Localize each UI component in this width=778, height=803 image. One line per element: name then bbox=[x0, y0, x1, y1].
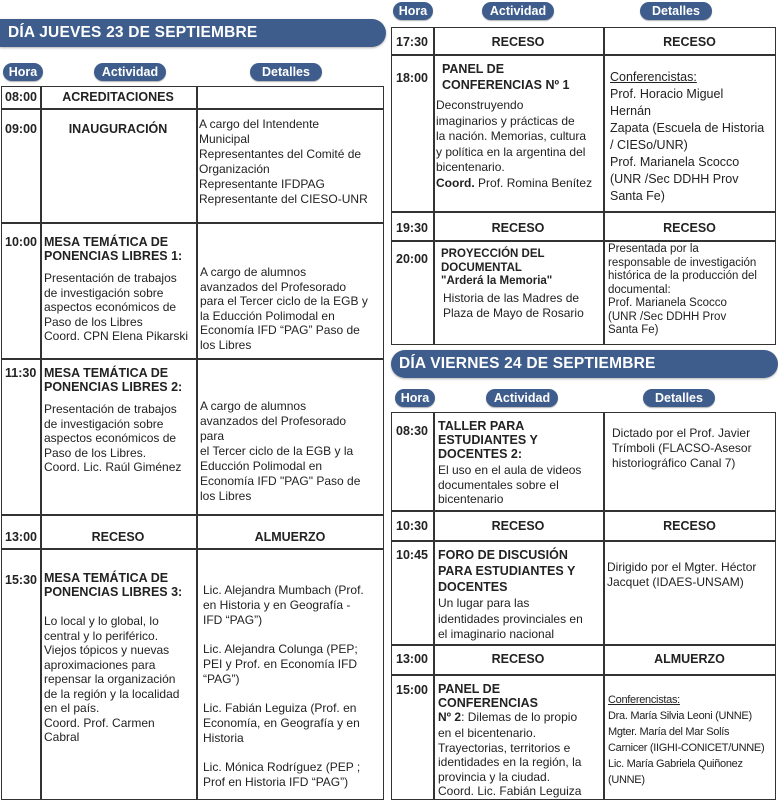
time-1300-friday: 13:00 bbox=[396, 652, 428, 666]
activity-receso-1300-friday: RECESO bbox=[491, 652, 545, 666]
activity-receso-1030: RECESO bbox=[491, 519, 545, 533]
details-inauguracion: A cargo del Intendente Municipal Representantes del Comité de Organización Representante IFDPAG Representante del CIESO-UNR bbox=[199, 117, 368, 206]
time-0800: 08:00 bbox=[5, 90, 37, 104]
activity-receso-1930: RECESO bbox=[491, 221, 545, 235]
time-1530: 15:30 bbox=[5, 573, 37, 587]
time-2000: 20:00 bbox=[396, 252, 428, 266]
details-almuerzo-1300: ALMUERZO bbox=[254, 530, 326, 544]
header-actividad: Actividad bbox=[94, 63, 166, 81]
details-proyeccion: Presentada por la responsable de investigación histórica de la producción del documental: Prof. Marianela Scocco (UNR /Sec DDHH Prov Santa Fe) bbox=[608, 243, 757, 336]
title-foro: FORO DE DISCUSIÓN PARA ESTUDIANTES Y DOCENTES bbox=[438, 548, 576, 594]
time-1030: 10:30 bbox=[396, 519, 428, 533]
day-title-thursday: DÍA JUEVES 23 DE SEPTIEMBRE bbox=[0, 19, 386, 47]
header-detalles: Detalles bbox=[250, 63, 322, 81]
title-proyeccion: PROYECCIÓN DEL DOCUMENTAL "Arderá la Memoria" bbox=[441, 248, 553, 287]
details-receso-1930: RECESO bbox=[663, 221, 716, 235]
header-hora-right-top: Hora bbox=[393, 2, 433, 20]
details-mesa-2: A cargo de alumnos avanzados del Profesorado para el Tercer ciclo de la EGB y la Educción Polimodal en Economía IFD "PAG" Paso de los Libres bbox=[200, 399, 361, 503]
activity-acreditaciones: ACREDITACIONES bbox=[62, 90, 174, 104]
title-panel-1: PANEL DE CONFERENCIAS Nº 1 bbox=[442, 62, 570, 92]
time-0830: 08:30 bbox=[396, 424, 428, 438]
details-receso-1030: RECESO bbox=[663, 519, 716, 533]
title-mesa-1: MESA TEMÁTICA DE PONENCIAS LIBRES 1: bbox=[44, 235, 183, 263]
body-taller: El uso en el aula de videos documentales sobre el bicentenario bbox=[438, 463, 582, 506]
time-1730: 17:30 bbox=[396, 35, 428, 49]
time-0900: 09:00 bbox=[5, 122, 37, 136]
body-mesa-1: Presentación de trabajos de investigación sobre aspectos económicos de Paso de los Libres Coord. CPN Elena Pikarski bbox=[44, 271, 189, 343]
header-hora: Hora bbox=[3, 63, 43, 81]
details-taller: Dictado por el Prof. Javier Trímboli (FLACSO-Asesor historiográfico Canal 7) bbox=[612, 426, 752, 470]
time-1500: 15:00 bbox=[396, 683, 428, 697]
header-hora-friday: Hora bbox=[395, 389, 435, 407]
body-foro: Un lugar para las identidades provinciales en el imaginario nacional bbox=[438, 596, 583, 641]
time-1300: 13:00 bbox=[5, 530, 37, 544]
time-1000: 10:00 bbox=[5, 235, 37, 249]
activity-receso-1300: RECESO bbox=[91, 530, 145, 544]
time-1045: 10:45 bbox=[396, 548, 428, 562]
title-mesa-2: MESA TEMÁTICA DE PONENCIAS LIBRES 2: bbox=[44, 366, 183, 394]
title-taller: TALLER PARA ESTUDIANTES Y DOCENTES 2: bbox=[438, 419, 538, 461]
activity-receso-1730: RECESO bbox=[491, 35, 545, 49]
title-panel-2: PANEL DE CONFERENCIAS Nº 2: Dilemas de lo propio bbox=[438, 682, 578, 724]
body-proyeccion: Historia de las Madres de Plaza de Mayo de Rosario bbox=[443, 291, 584, 320]
body-mesa-2: Presentación de trabajos de investigación sobre aspectos económicos de Paso de los Libres. Coord. Lic. Raúl Giménez bbox=[44, 402, 182, 474]
header-detalles-right-top: Detalles bbox=[640, 2, 712, 20]
details-almuerzo-1300-friday: ALMUERZO bbox=[654, 652, 725, 666]
time-1800: 18:00 bbox=[396, 71, 428, 85]
body-panel-1: Deconstruyendo imaginarios y prácticas de la nación. Memorias, cultura y política en la argentina del bicentenario. Coord. Prof. Romina Benítez bbox=[436, 98, 593, 190]
header-actividad-friday: Actividad bbox=[486, 389, 558, 407]
day-title-friday: DÍA VIERNES 24 DE SEPTIEMBRE bbox=[391, 350, 778, 378]
details-panel-1: Conferencistas: Prof. Horacio Miguel Hernán Zapata (Escuela de Historia / CIESo/UNR) Prof. Marianela Scocco (UNR /Sec DDHH Prov Santa Fe) bbox=[610, 70, 765, 203]
body-mesa-3: Lo local y lo global, lo central y lo periférico. Viejos tópicos y nuevas aproximaciones para repensar la organización de la región y la localidad en el país. Coord. Prof. Carmen Cabral bbox=[44, 614, 180, 744]
header-actividad-right-top: Actividad bbox=[482, 2, 554, 20]
title-mesa-3: MESA TEMÁTICA DE PONENCIAS LIBRES 3: bbox=[44, 571, 183, 599]
details-mesa-3: Lic. Alejandra Mumbach (Prof. en Historia y en Geografía - IFD “PAG”) Lic. Alejandra Colunga (PEP; PEI y Prof. en Economía IFD “PAG”) Lic. Fabián Leguiza (Prof. en Economía, en Geografía y en Historia Lic. Mónica Rodríguez (PEP ; Prof en Historia IFD “PAG”) bbox=[203, 583, 364, 789]
details-mesa-1: A cargo de alumnos avanzados del Profesorado para el Tercer ciclo de la EGB y la Educción Polimodal en Economía IFD “PAG” Paso de los Libres bbox=[200, 265, 368, 352]
details-foro: Dirigido por el Mgter. Héctor Jacquet (IDAES-UNSAM) bbox=[607, 560, 757, 589]
body-panel-2: en el bicentenario. Trayectorias, territorios e identidades en la región, la provincia y la ciudad. Coord. Lic. Fabián Leguiza bbox=[438, 726, 582, 798]
details-panel-2: Conferencistas: Dra. María Silvia Leoni (UNNE) Mgter. María del Mar Solís Carnicer (IIGHI-CONICET/UNNE) Lic. María Gabriela Quiñonez (UNNE) bbox=[608, 694, 765, 786]
activity-inauguracion: INAUGURACIÓN bbox=[68, 122, 168, 136]
time-1130: 11:30 bbox=[5, 366, 37, 380]
time-1930: 19:30 bbox=[396, 221, 428, 235]
header-detalles-friday: Detalles bbox=[643, 389, 715, 407]
details-receso-1730: RECESO bbox=[663, 35, 716, 49]
